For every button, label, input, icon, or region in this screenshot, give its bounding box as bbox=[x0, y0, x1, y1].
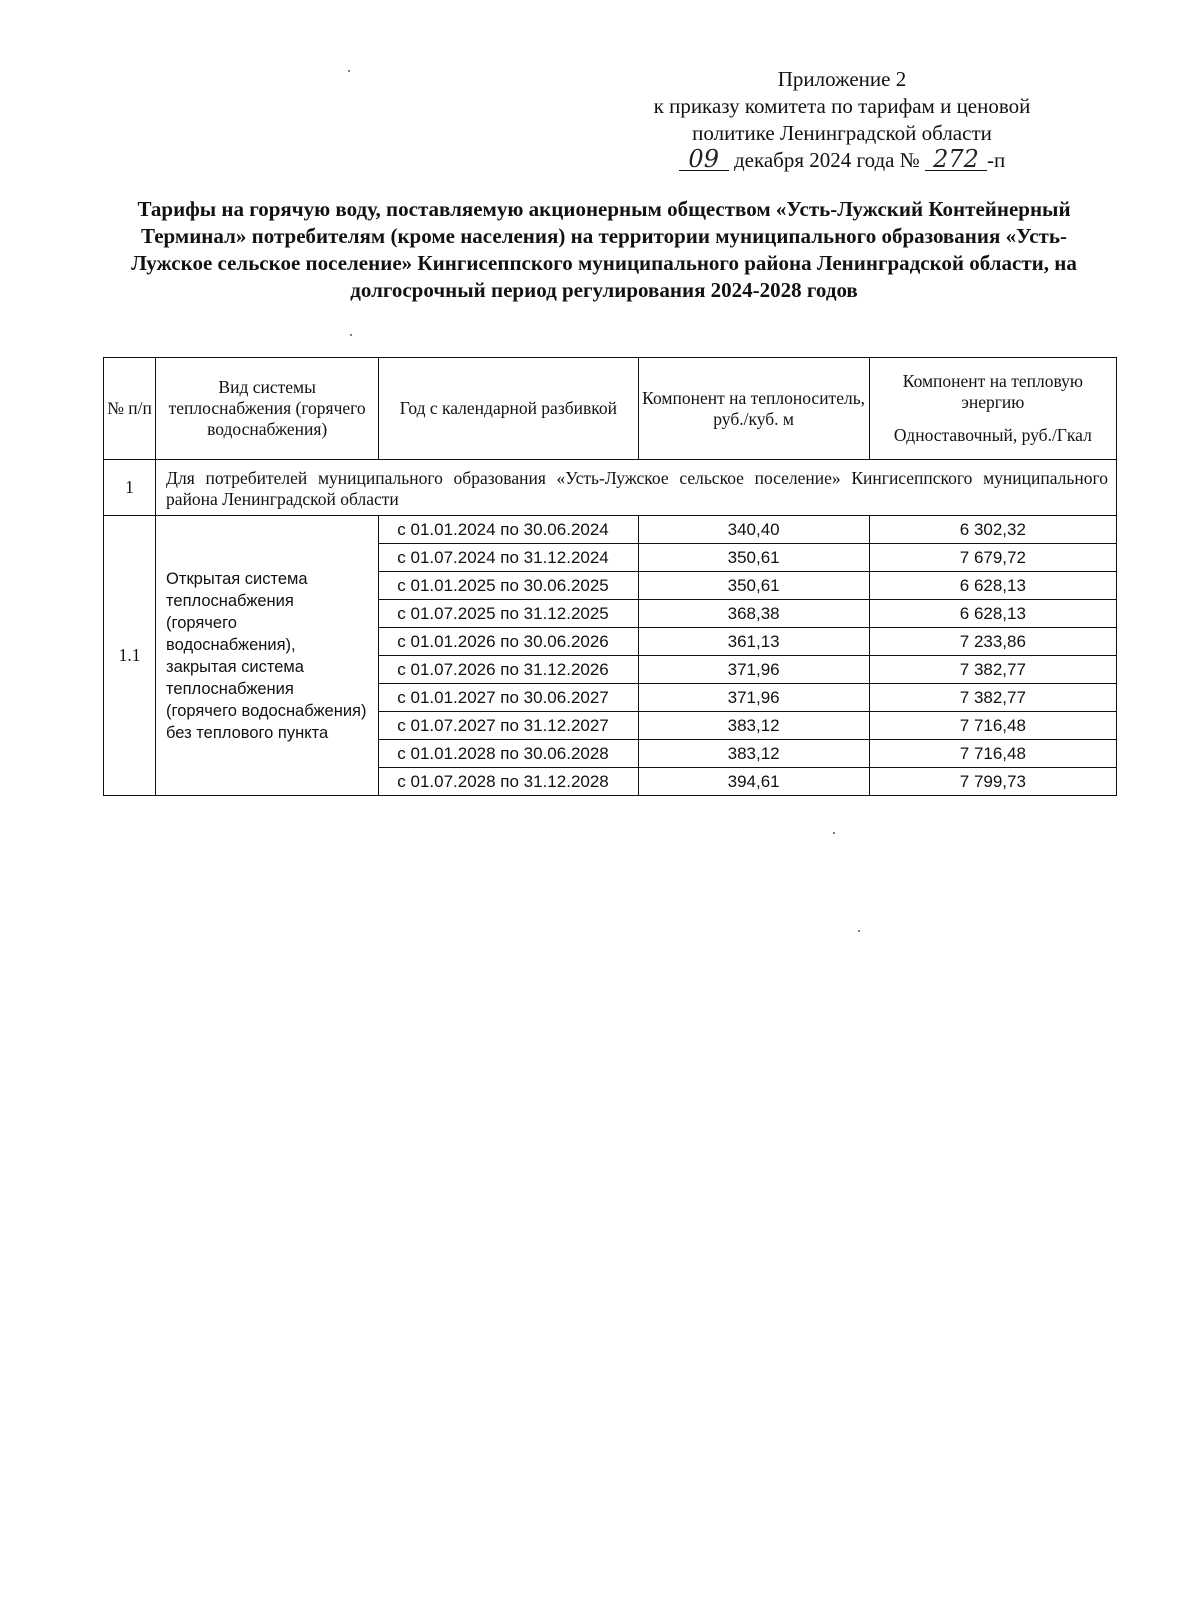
period-cell: с 01.01.2026 по 30.06.2026 bbox=[379, 628, 638, 656]
table-header-row bbox=[104, 358, 1117, 460]
period-cell: с 01.01.2028 по 30.06.2028 bbox=[379, 740, 638, 768]
order-date-text: декабря 2024 года № bbox=[733, 148, 920, 172]
subgroup-system-type: Открытая система теплоснабжения (горячего водоснабжения), закрытая система теплоснабжения (горячего водоснабжения) без теплового пункта bbox=[156, 516, 379, 796]
period-cell: с 01.07.2026 по 31.12.2026 bbox=[379, 656, 638, 684]
carrier-value-cell: 394,61 bbox=[638, 768, 869, 796]
energy-value-cell: 7 716,48 bbox=[869, 740, 1116, 768]
period-cell: с 01.07.2028 по 31.12.2028 bbox=[379, 768, 638, 796]
handwritten-day: 09 bbox=[679, 148, 729, 171]
energy-value-cell: 6 302,32 bbox=[869, 516, 1116, 544]
energy-value-cell: 7 679,72 bbox=[869, 544, 1116, 572]
subgroup-num: 1.1 bbox=[104, 516, 156, 796]
order-number-suffix: -п bbox=[987, 148, 1006, 172]
period-cell: с 01.07.2024 по 31.12.2024 bbox=[379, 544, 638, 572]
header-period: Год с календарной разбивкой bbox=[379, 358, 638, 460]
group-num: 1 bbox=[104, 460, 156, 516]
table-row bbox=[104, 516, 1117, 544]
energy-value-cell: 6 628,13 bbox=[869, 600, 1116, 628]
scan-speck bbox=[350, 334, 352, 336]
period-cell: с 01.07.2025 по 31.12.2025 bbox=[379, 600, 638, 628]
tariff-table bbox=[103, 357, 1117, 796]
period-cell: с 01.01.2025 по 30.06.2025 bbox=[379, 572, 638, 600]
carrier-value-cell: 383,12 bbox=[638, 740, 869, 768]
scan-speck bbox=[858, 930, 860, 932]
carrier-value-cell: 371,96 bbox=[638, 656, 869, 684]
header-num: № п/п bbox=[104, 358, 156, 460]
header-system-type: Вид системы теплоснабжения (горячего водоснабжения) bbox=[156, 358, 379, 460]
energy-value-cell: 7 799,73 bbox=[869, 768, 1116, 796]
energy-value-cell: 7 382,77 bbox=[869, 656, 1116, 684]
appendix-header bbox=[602, 66, 1082, 174]
scan-speck bbox=[348, 70, 350, 72]
energy-value-cell: 7 233,86 bbox=[869, 628, 1116, 656]
energy-value-cell: 7 382,77 bbox=[869, 684, 1116, 712]
carrier-value-cell: 340,40 bbox=[638, 516, 869, 544]
header-energy-top: Компонент на тепловую энергию bbox=[902, 371, 1083, 412]
carrier-value-cell: 350,61 bbox=[638, 544, 869, 572]
order-date-line bbox=[602, 147, 1082, 174]
energy-value-cell: 6 628,13 bbox=[869, 572, 1116, 600]
header-carrier-component: Компонент на теплоноситель, руб./куб. м bbox=[638, 358, 869, 460]
period-cell: с 01.07.2027 по 31.12.2027 bbox=[379, 712, 638, 740]
carrier-value-cell: 350,61 bbox=[638, 572, 869, 600]
carrier-value-cell: 361,13 bbox=[638, 628, 869, 656]
carrier-value-cell: 368,38 bbox=[638, 600, 869, 628]
document-title: Тарифы на горячую воду, поставляемую акционерным обществом «Усть-Лужский Контейнерный Терминал» потребителям (кроме населения) на территории муниципального образования «Усть-Лужское сельское поселение» Кингисеппского муниципального района Ленинградской области, на долгосрочный период регулирования 2024-2028 годов bbox=[131, 197, 1077, 302]
group-row bbox=[104, 460, 1117, 516]
committee-line: политике Ленинградской области bbox=[692, 121, 992, 145]
period-cell: с 01.01.2024 по 30.06.2024 bbox=[379, 516, 638, 544]
scan-speck bbox=[833, 832, 835, 834]
group-description: Для потребителей муниципального образования «Усть-Лужское сельское поселение» Кингисеппского муниципального района Ленинградской области bbox=[156, 460, 1117, 516]
appendix-label: Приложение 2 bbox=[777, 67, 907, 91]
energy-value-cell: 7 716,48 bbox=[869, 712, 1116, 740]
carrier-value-cell: 383,12 bbox=[638, 712, 869, 740]
carrier-value-cell: 371,96 bbox=[638, 684, 869, 712]
period-cell: с 01.01.2027 по 30.06.2027 bbox=[379, 684, 638, 712]
header-energy-component bbox=[869, 358, 1116, 460]
order-reference-line: к приказу комитета по тарифам и ценовой bbox=[653, 94, 1031, 118]
header-energy-sub: Одноставочный, руб./Гкал bbox=[893, 425, 1092, 445]
handwritten-order-number: 272 bbox=[925, 148, 987, 171]
